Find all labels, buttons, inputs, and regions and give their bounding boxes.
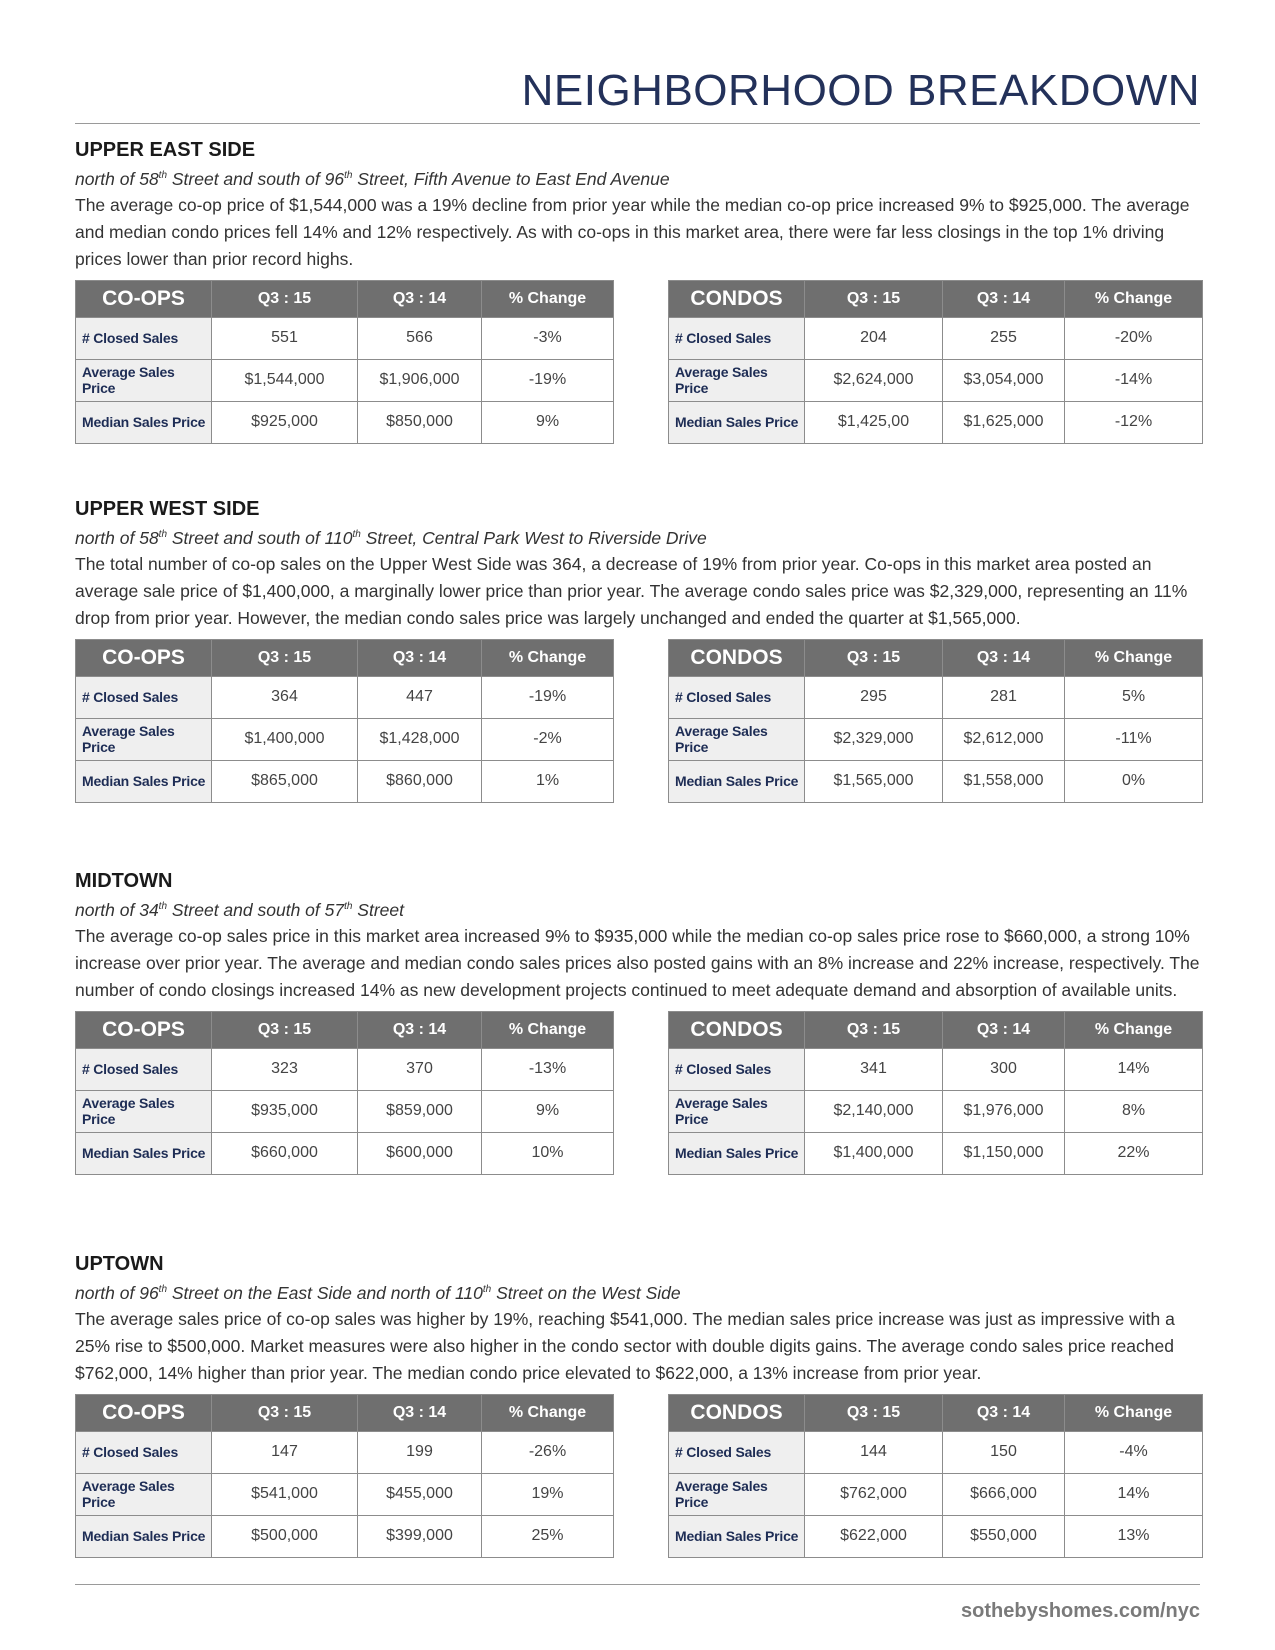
- table-row: [76, 760, 614, 802]
- table-row: [669, 1515, 1203, 1557]
- column-header: Q3 : 15: [805, 1394, 943, 1431]
- table-cell: -13%: [482, 1048, 614, 1090]
- row-label: Average Sales Price: [669, 718, 805, 760]
- column-header: Q3 : 14: [943, 1394, 1065, 1431]
- section-title: MIDTOWN: [75, 870, 173, 892]
- row-label: Median Sales Price: [669, 401, 805, 443]
- row-label: # Closed Sales: [76, 1431, 212, 1473]
- table-cell: 447: [358, 676, 482, 718]
- table-row: [669, 1132, 1203, 1174]
- table-row: [669, 760, 1203, 802]
- table-row: [669, 401, 1203, 443]
- condos-table: [668, 639, 1203, 803]
- row-label: Median Sales Price: [669, 1515, 805, 1557]
- column-header: Q3 : 14: [358, 1394, 482, 1431]
- table-cell: $600,000: [358, 1132, 482, 1174]
- table-cell: 341: [805, 1048, 943, 1090]
- table-cell: 14%: [1065, 1473, 1203, 1515]
- table-cell: $1,400,000: [805, 1132, 943, 1174]
- section-body: The average sales price of co-op sales was higher by 19%, reaching $541,000. The median sales price increase was just as impressive with a 25% rise to $500,000. Market measures were also higher in the condo sector with double digits gains. The average condo sales price reached $762,000, 14% higher than prior year. The median condo price elevated to $622,000, a 13% increase from prior year.: [75, 1308, 1175, 1383]
- column-header: % Change: [482, 1394, 614, 1431]
- column-header: Q3 : 14: [358, 280, 482, 317]
- table-cell: -12%: [1065, 401, 1203, 443]
- table-header: CONDOS: [669, 639, 805, 676]
- row-label: Average Sales Price: [76, 1473, 212, 1515]
- table-cell: 147: [212, 1431, 358, 1473]
- table-cell: $935,000: [212, 1090, 358, 1132]
- condos-table: [668, 280, 1203, 444]
- table-row: [76, 1048, 614, 1090]
- table-cell: 370: [358, 1048, 482, 1090]
- row-label: Average Sales Price: [76, 718, 212, 760]
- table-cell: $1,558,000: [943, 760, 1065, 802]
- table-header: CO-OPS: [76, 1394, 212, 1431]
- column-header: Q3 : 15: [805, 1011, 943, 1048]
- row-label: # Closed Sales: [669, 317, 805, 359]
- row-label: Median Sales Price: [76, 1515, 212, 1557]
- table-cell: $2,329,000: [805, 718, 943, 760]
- table-cell: 5%: [1065, 676, 1203, 718]
- row-label: # Closed Sales: [669, 1431, 805, 1473]
- coops-table: [75, 1394, 614, 1558]
- table-row: [76, 317, 614, 359]
- table-row: [669, 359, 1203, 401]
- table-cell: 0%: [1065, 760, 1203, 802]
- table-cell: $1,544,000: [212, 359, 358, 401]
- table-cell: 281: [943, 676, 1065, 718]
- section-subtitle: north of 96th Street on the East Side and north of 110th Street on the West Side: [75, 1282, 681, 1303]
- row-label: Median Sales Price: [76, 1132, 212, 1174]
- column-header: % Change: [1065, 1394, 1203, 1431]
- section-upper-west-side: [75, 496, 1203, 807]
- table-cell: 551: [212, 317, 358, 359]
- table-cell: 10%: [482, 1132, 614, 1174]
- column-header: % Change: [482, 1011, 614, 1048]
- table-cell: 8%: [1065, 1090, 1203, 1132]
- section-title: UPPER EAST SIDE: [75, 139, 256, 161]
- table-row: [76, 1431, 614, 1473]
- table-cell: -19%: [482, 359, 614, 401]
- table-cell: $500,000: [212, 1515, 358, 1557]
- table-cell: $1,400,000: [212, 718, 358, 760]
- table-row: [669, 1048, 1203, 1090]
- table-cell: -20%: [1065, 317, 1203, 359]
- row-label: Median Sales Price: [669, 760, 805, 802]
- table-row: [76, 1132, 614, 1174]
- section-title: UPPER WEST SIDE: [75, 498, 260, 520]
- section-title: UPTOWN: [75, 1253, 164, 1275]
- table-row: [76, 718, 614, 760]
- table-cell: 204: [805, 317, 943, 359]
- table-cell: $865,000: [212, 760, 358, 802]
- table-cell: 566: [358, 317, 482, 359]
- column-header: % Change: [1065, 1011, 1203, 1048]
- table-cell: $541,000: [212, 1473, 358, 1515]
- column-header: Q3 : 14: [943, 639, 1065, 676]
- column-header: Q3 : 15: [212, 280, 358, 317]
- table-cell: $666,000: [943, 1473, 1065, 1515]
- row-label: # Closed Sales: [76, 317, 212, 359]
- table-row: [76, 1473, 614, 1515]
- row-label: Average Sales Price: [669, 1090, 805, 1132]
- table-header: CO-OPS: [76, 639, 212, 676]
- table-cell: $1,976,000: [943, 1090, 1065, 1132]
- table-cell: -3%: [482, 317, 614, 359]
- section-subtitle: north of 34th Street and south of 57th Street: [75, 899, 404, 920]
- table-header: CONDOS: [669, 280, 805, 317]
- table-cell: 364: [212, 676, 358, 718]
- column-header: Q3 : 15: [212, 639, 358, 676]
- row-label: # Closed Sales: [76, 1048, 212, 1090]
- column-header: % Change: [1065, 639, 1203, 676]
- table-header: CO-OPS: [76, 1011, 212, 1048]
- row-label: Average Sales Price: [76, 359, 212, 401]
- column-header: Q3 : 15: [212, 1394, 358, 1431]
- column-header: % Change: [482, 639, 614, 676]
- condos-table: [668, 1394, 1203, 1558]
- table-cell: $455,000: [358, 1473, 482, 1515]
- table-row: [669, 1473, 1203, 1515]
- row-label: Median Sales Price: [76, 760, 212, 802]
- table-cell: -14%: [1065, 359, 1203, 401]
- table-cell: $660,000: [212, 1132, 358, 1174]
- table-cell: 199: [358, 1431, 482, 1473]
- section-body: The total number of co-op sales on the Upper West Side was 364, a decrease of 19% from prior year. Co-ops in this market area posted an average sale price of $1,400,000, a marginally lower price than prior year. The average condo sales price was $2,329,000, representing an 11% drop from prior year. However, the median condo sales price was largely unchanged and ended the quarter at $1,565,000.: [75, 553, 1188, 628]
- row-label: Average Sales Price: [76, 1090, 212, 1132]
- table-cell: $2,612,000: [943, 718, 1065, 760]
- column-header: Q3 : 14: [943, 280, 1065, 317]
- table-cell: 13%: [1065, 1515, 1203, 1557]
- section-body: The average co-op sales price in this market area increased 9% to $935,000 while the median co-op sales price rose to $660,000, a strong 10% increase over prior year. The average and median condo sales prices also posted gains with an 8% increase and 22% increase, respectively. The number of condo closings increased 14% as new development projects continued to meet adequate demand and absorption of available units.: [75, 925, 1200, 1000]
- table-cell: 1%: [482, 760, 614, 802]
- column-header: Q3 : 14: [358, 1011, 482, 1048]
- table-row: [76, 1090, 614, 1132]
- table-cell: 14%: [1065, 1048, 1203, 1090]
- table-cell: -26%: [482, 1431, 614, 1473]
- table-header: CONDOS: [669, 1011, 805, 1048]
- table-cell: 144: [805, 1431, 943, 1473]
- table-cell: $850,000: [358, 401, 482, 443]
- table-row: [76, 359, 614, 401]
- table-row: [76, 401, 614, 443]
- table-cell: $2,624,000: [805, 359, 943, 401]
- table-cell: $859,000: [358, 1090, 482, 1132]
- table-cell: -11%: [1065, 718, 1203, 760]
- column-header: % Change: [482, 280, 614, 317]
- table-cell: 9%: [482, 1090, 614, 1132]
- table-cell: $1,150,000: [943, 1132, 1065, 1174]
- coops-table: [75, 280, 614, 444]
- column-header: % Change: [1065, 280, 1203, 317]
- table-row: [669, 1090, 1203, 1132]
- table-cell: -4%: [1065, 1431, 1203, 1473]
- column-header: Q3 : 14: [358, 639, 482, 676]
- table-cell: $550,000: [943, 1515, 1065, 1557]
- table-cell: 19%: [482, 1473, 614, 1515]
- title-divider: [75, 123, 1200, 124]
- table-cell: $860,000: [358, 760, 482, 802]
- table-cell: 323: [212, 1048, 358, 1090]
- row-label: # Closed Sales: [76, 676, 212, 718]
- table-cell: -19%: [482, 676, 614, 718]
- column-header: Q3 : 15: [805, 639, 943, 676]
- row-label: # Closed Sales: [669, 676, 805, 718]
- table-cell: 295: [805, 676, 943, 718]
- section-body: The average co-op price of $1,544,000 was a 19% decline from prior year while the median co-op price increased 9% to $925,000. The average and median condo prices fell 14% and 12% respectively. As with co-ops in this market area, there were far less closings in the top 1% driving prices lower than prior record highs.: [75, 194, 1190, 269]
- footer-divider: [75, 1584, 1200, 1585]
- table-cell: 22%: [1065, 1132, 1203, 1174]
- condos-table: [668, 1011, 1203, 1175]
- table-row: [76, 676, 614, 718]
- row-label: Average Sales Price: [669, 1473, 805, 1515]
- table-cell: $399,000: [358, 1515, 482, 1557]
- table-row: [669, 1431, 1203, 1473]
- column-header: Q3 : 15: [212, 1011, 358, 1048]
- table-cell: $762,000: [805, 1473, 943, 1515]
- table-cell: $1,625,000: [943, 401, 1065, 443]
- table-row: [669, 718, 1203, 760]
- table-cell: $1,428,000: [358, 718, 482, 760]
- table-cell: $1,906,000: [358, 359, 482, 401]
- table-cell: $622,000: [805, 1515, 943, 1557]
- table-row: [669, 676, 1203, 718]
- column-header: Q3 : 14: [943, 1011, 1065, 1048]
- table-cell: $1,425,00: [805, 401, 943, 443]
- column-header: Q3 : 15: [805, 280, 943, 317]
- table-cell: $3,054,000: [943, 359, 1065, 401]
- table-cell: 300: [943, 1048, 1065, 1090]
- footer-url: sothebyshomes.com/nyc: [961, 1600, 1200, 1622]
- coops-table: [75, 639, 614, 803]
- table-cell: $925,000: [212, 401, 358, 443]
- table-cell: 9%: [482, 401, 614, 443]
- table-cell: -2%: [482, 718, 614, 760]
- table-header: CONDOS: [669, 1394, 805, 1431]
- section-subtitle: north of 58th Street and south of 96th Street, Fifth Avenue to East End Avenue: [75, 168, 670, 189]
- table-row: [669, 317, 1203, 359]
- section-uptown: [75, 1251, 1203, 1562]
- row-label: Median Sales Price: [669, 1132, 805, 1174]
- coops-table: [75, 1011, 614, 1175]
- page-title: NEIGHBORHOOD BREAKDOWN: [521, 66, 1200, 115]
- table-header: CO-OPS: [76, 280, 212, 317]
- row-label: # Closed Sales: [669, 1048, 805, 1090]
- table-row: [76, 1515, 614, 1557]
- section-subtitle: north of 58th Street and south of 110th Street, Central Park West to Riverside Drive: [75, 527, 707, 548]
- row-label: Median Sales Price: [76, 401, 212, 443]
- table-cell: 25%: [482, 1515, 614, 1557]
- table-cell: 150: [943, 1431, 1065, 1473]
- table-cell: $1,565,000: [805, 760, 943, 802]
- table-cell: $2,140,000: [805, 1090, 943, 1132]
- section-midtown: [75, 868, 1203, 1179]
- section-upper-east-side: [75, 137, 1203, 448]
- table-cell: 255: [943, 317, 1065, 359]
- row-label: Average Sales Price: [669, 359, 805, 401]
